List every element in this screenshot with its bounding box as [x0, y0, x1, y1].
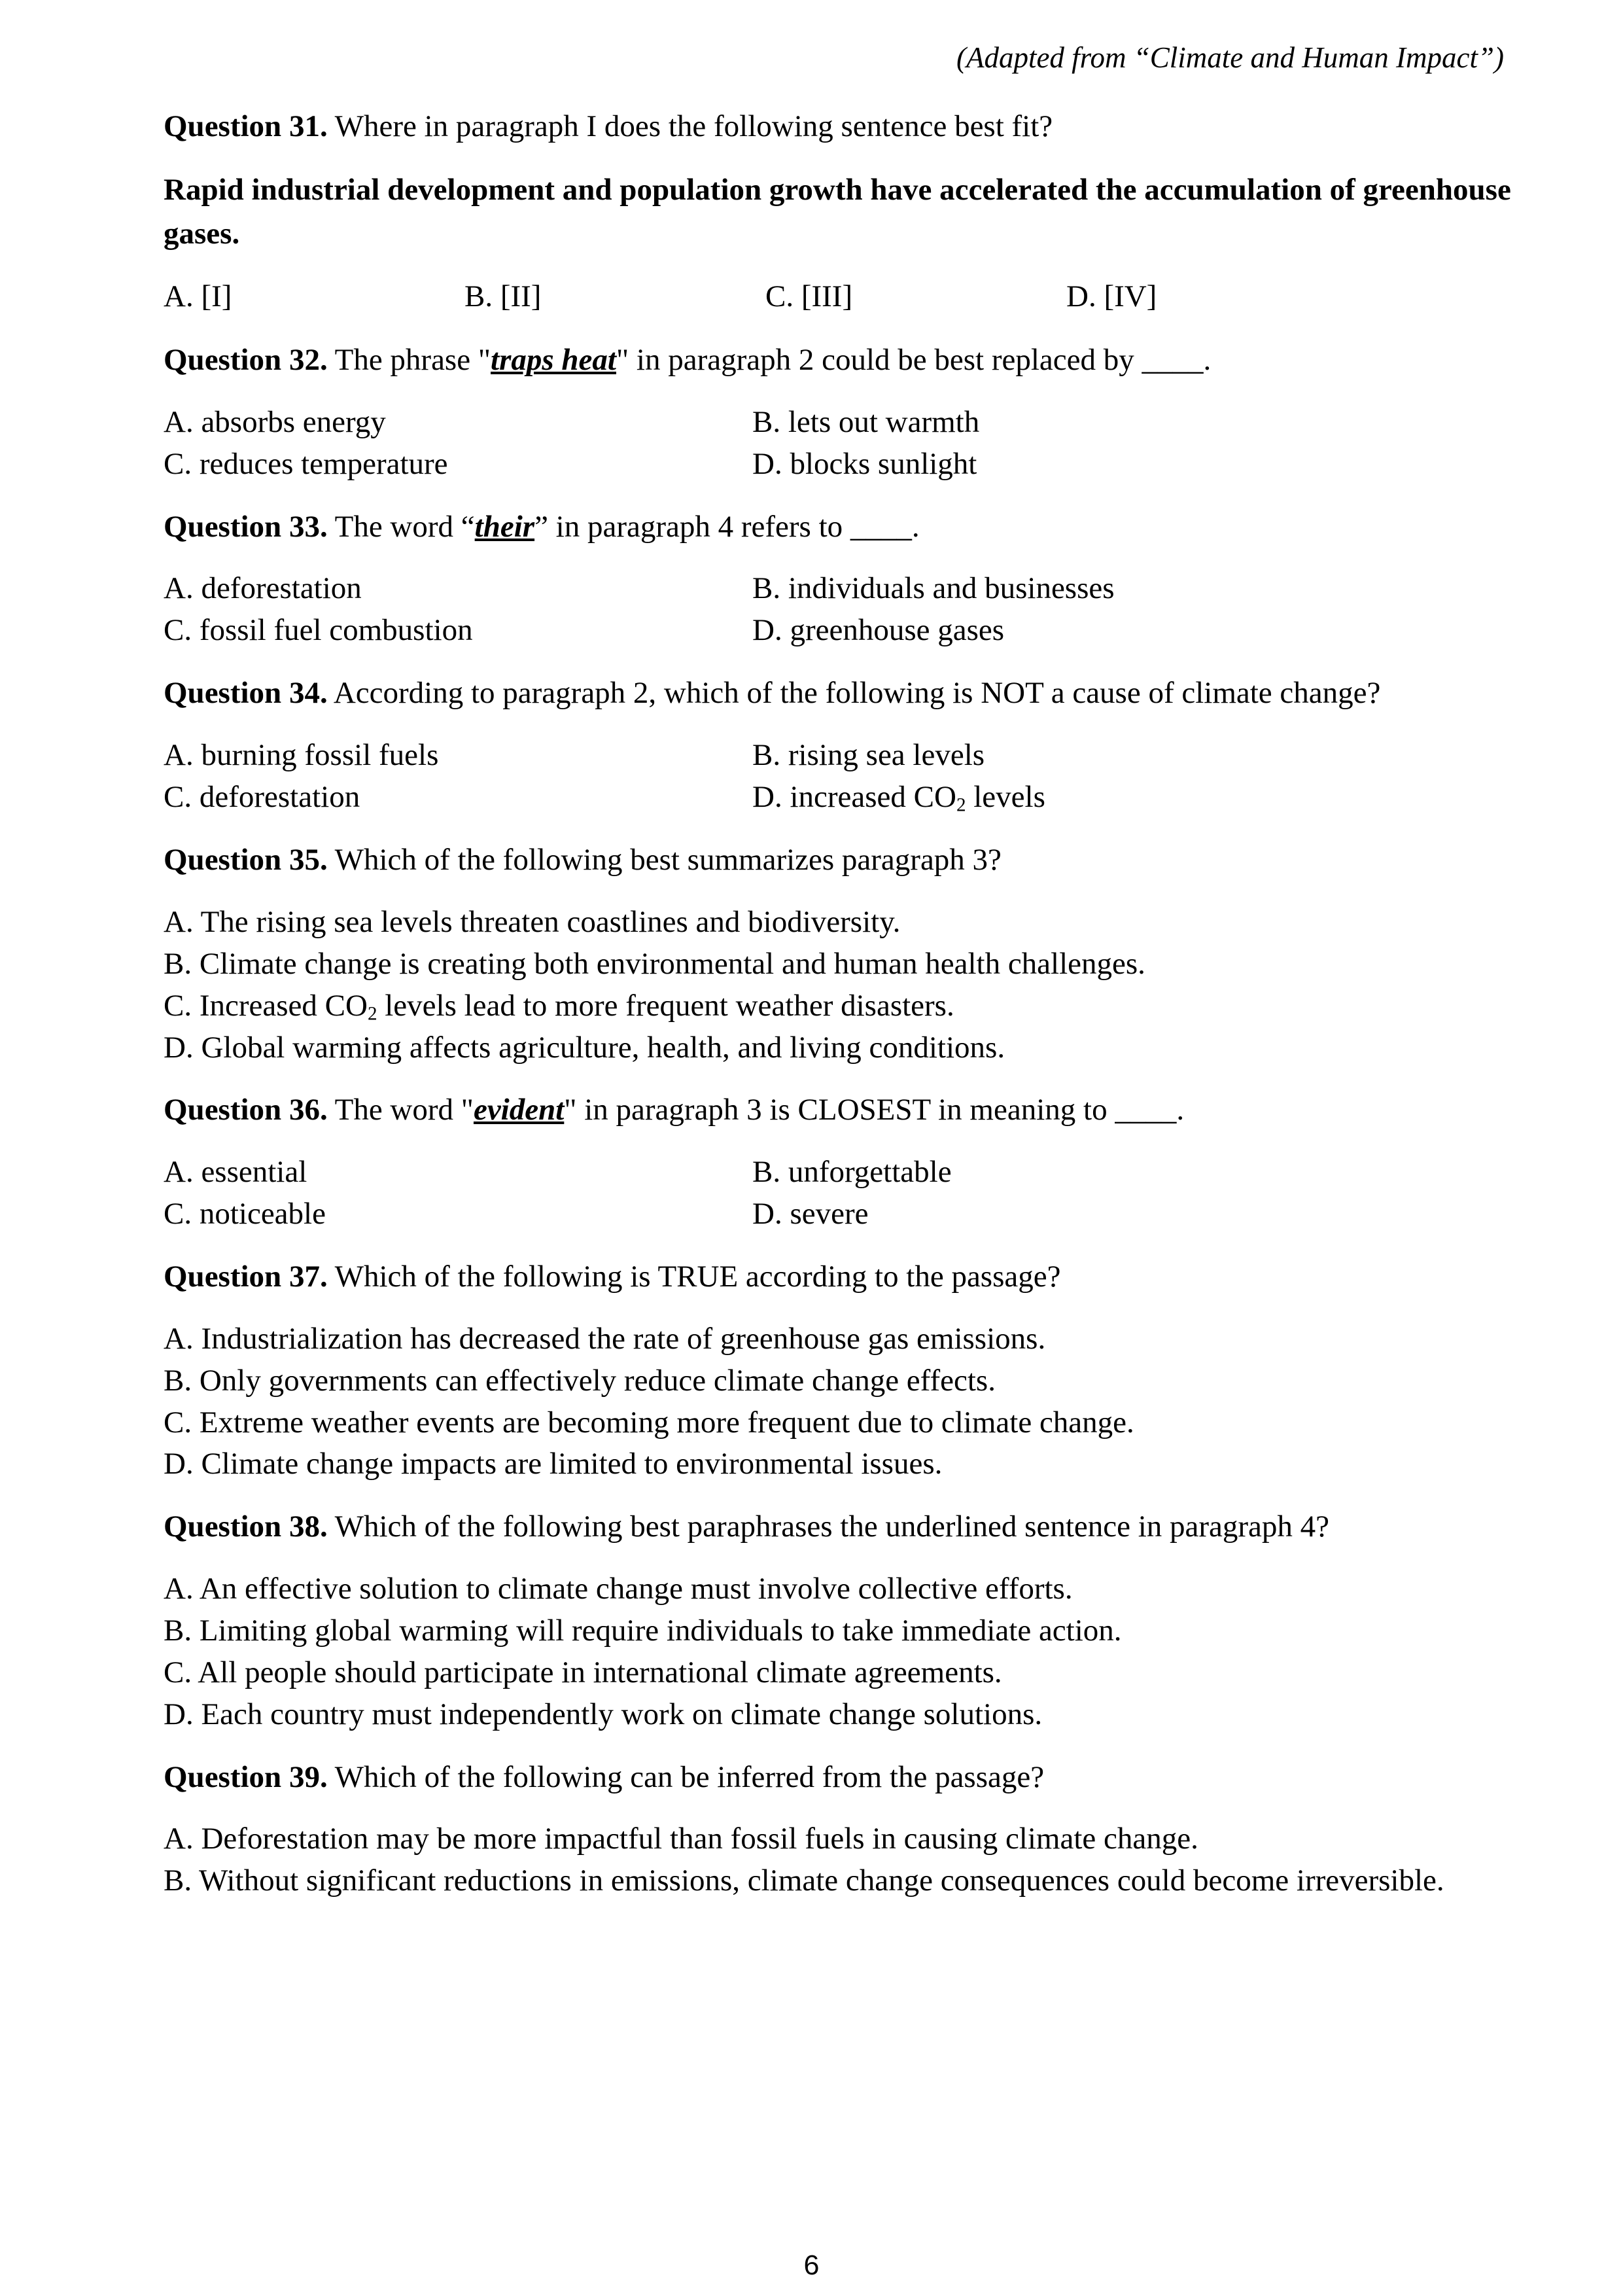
question-text-37: Which of the following is TRUE according to the passage? — [327, 1259, 1061, 1294]
question-block-31 — [164, 105, 1512, 319]
question-text-34: According to paragraph 2, which of the following is NOT a cause of climate change? — [327, 676, 1381, 711]
option-38-a[interactable]: A. An effective solution to climate change must involve collective efforts. — [164, 1572, 1073, 1606]
option-37-a[interactable]: A. Industrialization has decreased the rate of greenhouse gas emissions. — [164, 1321, 1046, 1356]
question-label-35: Question 35. — [164, 842, 328, 877]
option-31-a[interactable]: A. [I] — [164, 279, 232, 314]
option-31-b[interactable]: B. [II] — [464, 279, 542, 314]
question-block-32 — [164, 338, 1512, 486]
option-32-c[interactable]: C. reduces temperature — [164, 446, 448, 481]
question-stem-32 — [164, 338, 1512, 382]
question-stem-31 — [164, 105, 1512, 149]
option-33-c[interactable]: C. fossil fuel combustion — [164, 613, 473, 648]
keyword-36: evident — [473, 1093, 565, 1127]
options-row — [164, 568, 1512, 610]
option-34-c[interactable]: C. deforestation — [164, 779, 360, 814]
question-text-38: Which of the following best paraphrases the underlined sentence in paragraph 4? — [327, 1510, 1330, 1544]
option-34-a[interactable]: A. burning fossil fuels — [164, 738, 439, 773]
keyword-32: traps heat — [491, 343, 616, 378]
question-stem-34 — [164, 671, 1512, 715]
question-block-38 — [164, 1505, 1512, 1735]
question-label-32: Question 32. — [164, 343, 328, 378]
question-text-33-post: ” in paragraph 4 refers to ____. — [534, 509, 920, 544]
options-37 — [164, 1318, 1512, 1486]
question-label-37: Question 37. — [164, 1259, 328, 1294]
question-label-33: Question 33. — [164, 509, 328, 544]
option-32-b[interactable]: B. lets out warmth — [752, 404, 980, 439]
question-text-36-pre: The word " — [327, 1093, 474, 1127]
question-text-31: Where in paragraph I does the following sentence best fit? — [327, 109, 1053, 144]
question-label-31: Question 31. — [164, 109, 328, 144]
options-row — [164, 777, 1512, 819]
question-stem-33 — [164, 505, 1512, 549]
question-block-35 — [164, 838, 1512, 1069]
option-33-d[interactable]: D. greenhouse gases — [752, 613, 1005, 648]
options-36 — [164, 1152, 1512, 1235]
option-36-b[interactable]: B. unforgettable — [752, 1155, 952, 1190]
question-block-39 — [164, 1756, 1512, 1903]
option-35-d[interactable]: D. Global warming affects agriculture, health, and living conditions. — [164, 1030, 1005, 1065]
question-text-39: Which of the following can be inferred from the passage? — [327, 1759, 1045, 1794]
question-block-36 — [164, 1088, 1512, 1235]
option-36-a[interactable]: A. essential — [164, 1155, 307, 1190]
question-text-36-post: " in paragraph 3 is CLOSEST in meaning to ____. — [564, 1093, 1185, 1127]
option-39-b[interactable]: B. Without significant reductions in emissions, climate change consequences could become irreversible. — [164, 1863, 1444, 1898]
question-label-36: Question 36. — [164, 1093, 328, 1127]
option-38-d[interactable]: D. Each country must independently work on climate change solutions. — [164, 1697, 1043, 1731]
options-row — [164, 402, 1512, 444]
option-32-a[interactable]: A. absorbs energy — [164, 404, 386, 439]
question-text-32-pre: The phrase " — [327, 343, 491, 378]
option-35-b[interactable]: B. Climate change is creating both environmental and human health challenges. — [164, 946, 1145, 981]
option-38-b[interactable]: B. Limiting global warming will require individuals to take immediate action. — [164, 1613, 1122, 1648]
option-36-d[interactable]: D. severe — [752, 1197, 869, 1231]
source-attribution: (Adapted from “Climate and Human Impact”) — [956, 41, 1504, 74]
question-block-33 — [164, 505, 1512, 652]
options-39 — [164, 1818, 1512, 1902]
option-35-c[interactable]: C. Increased $CO_2$ levels lead to more frequent weather disasters. — [164, 988, 954, 1024]
options-row — [164, 1193, 1512, 1235]
question-text-35: Which of the following best summarizes paragraph 3? — [327, 842, 1002, 877]
option-31-c[interactable]: C. [III] — [765, 279, 853, 314]
option-37-d[interactable]: D. Climate change impacts are limited to environmental issues. — [164, 1447, 943, 1481]
question-text-32-post: " in paragraph 2 could be best replaced by ____. — [616, 343, 1212, 378]
question-block-34 — [164, 671, 1512, 819]
option-33-b[interactable]: B. individuals and businesses — [752, 571, 1115, 606]
options-34 — [164, 735, 1512, 819]
options-35 — [164, 902, 1512, 1069]
option-37-c[interactable]: C. Extreme weather events are becoming more frequent due to climate change. — [164, 1405, 1134, 1439]
question-stem-39 — [164, 1756, 1512, 1799]
options-33 — [164, 568, 1512, 652]
question-stem-37 — [164, 1255, 1512, 1299]
option-38-c[interactable]: C. All people should participate in international climate agreements. — [164, 1655, 1002, 1689]
option-39-a[interactable]: A. Deforestation may be more impactful than fossil fuels in causing climate change. — [164, 1822, 1198, 1856]
option-35-a[interactable]: A. The rising sea levels threaten coastlines and biodiversity. — [164, 904, 901, 939]
options-31 — [164, 275, 1512, 319]
question-label-34: Question 34. — [164, 676, 328, 711]
question-text-33-pre: The word “ — [327, 509, 475, 544]
options-row — [164, 444, 1512, 486]
question-stem-35 — [164, 838, 1512, 882]
question-stem-38 — [164, 1505, 1512, 1549]
option-36-c[interactable]: C. noticeable — [164, 1197, 326, 1231]
page-number: 6 — [803, 2250, 820, 2281]
options-row — [164, 610, 1512, 652]
options-32 — [164, 402, 1512, 486]
option-31-d[interactable]: D. [IV] — [1066, 279, 1157, 314]
option-34-b[interactable]: B. rising sea levels — [752, 738, 985, 773]
option-33-a[interactable]: A. deforestation — [164, 571, 362, 606]
options-38 — [164, 1568, 1512, 1736]
question-label-39: Question 39. — [164, 1759, 328, 1794]
options-row — [164, 1152, 1512, 1193]
keyword-33: their — [474, 509, 535, 544]
options-row — [164, 735, 1512, 777]
question-stem-36 — [164, 1088, 1512, 1132]
option-32-d[interactable]: D. blocks sunlight — [752, 446, 977, 481]
option-34-d[interactable]: D. increased $CO_2$ levels — [752, 779, 1045, 816]
question-block-37 — [164, 1255, 1512, 1485]
question-label-38: Question 38. — [164, 1510, 328, 1544]
option-37-b[interactable]: B. Only governments can effectively reduce climate change effects. — [164, 1363, 996, 1398]
insert-sentence-31: Rapid industrial development and population growth have accelerated the accumulation of greenhouse gases. — [164, 172, 1511, 251]
